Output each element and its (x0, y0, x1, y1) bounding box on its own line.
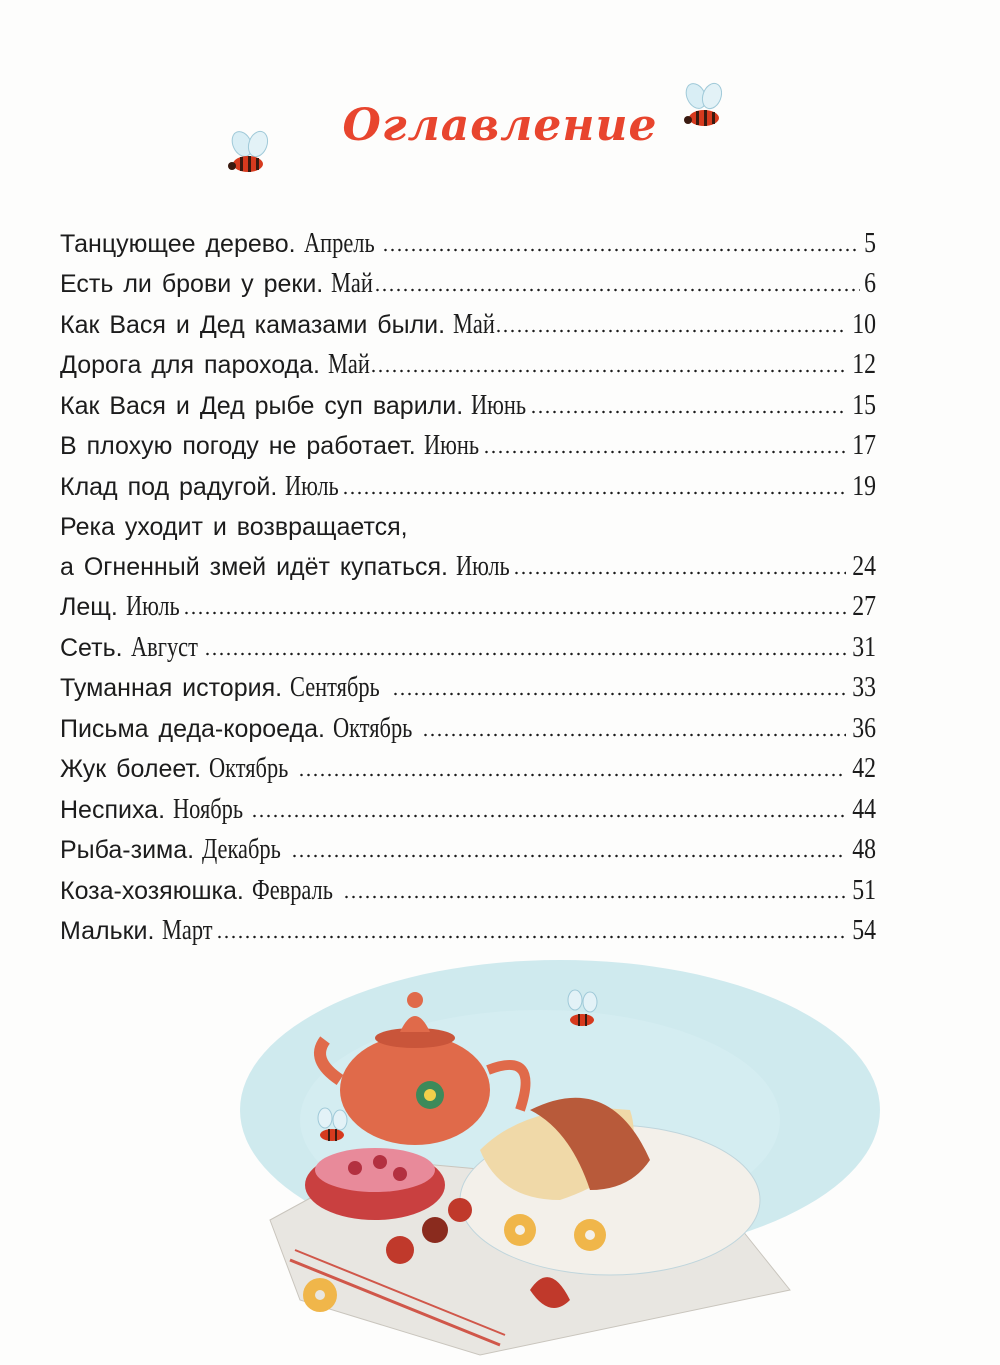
toc-entry-title: Сеть. (60, 633, 123, 662)
toc-entry-month: Июль (456, 550, 510, 582)
toc-leader-dots (422, 732, 846, 738)
toc-leader-dots (392, 691, 846, 697)
toc-entry-month: Июль (125, 591, 180, 622)
toc-entry[interactable] (60, 218, 876, 259)
toc-entry[interactable] (60, 299, 876, 340)
toc-leader-dots (374, 287, 860, 293)
toc-entry-month: Декабрь (202, 834, 281, 865)
toc-entry-page: 12 (852, 349, 876, 380)
toc-entry-title: Жук болеет. (60, 755, 202, 783)
toc-entry-title: Рыба-зима. (60, 836, 195, 864)
toc-entry[interactable] (60, 421, 876, 462)
toc-entry[interactable] (60, 461, 876, 502)
toc-entry[interactable] (60, 622, 876, 663)
toc-leader-dots (530, 409, 846, 415)
toc-leader-dots (495, 328, 846, 334)
toc-entry-month: Февраль (251, 874, 333, 906)
toc-entry-page: 33 (852, 672, 876, 703)
toc-entry-title: Клад под радугой. (60, 472, 278, 501)
toc-entry-title: Письма деда-короеда. (60, 714, 325, 743)
toc-entry-page: 24 (852, 550, 876, 582)
page-title: Оглавление (342, 100, 658, 151)
toc-leader-dots (513, 570, 846, 576)
toc-entry-page: 36 (852, 712, 876, 744)
toc-entry-title: Танцующее дерево. (60, 229, 296, 258)
toc-entry-month: Апрель (303, 227, 375, 259)
toc-entry-title: Река уходит и возвращается, (60, 512, 408, 541)
toc-entry[interactable] (60, 380, 876, 421)
toc-leader-dots (216, 934, 846, 940)
toc-entry[interactable] (60, 663, 876, 704)
toc-entry-title: Туманная история. (60, 674, 283, 702)
toc-entry-page: 15 (852, 389, 876, 421)
toc-entry-month: Май (327, 349, 370, 380)
toc-entry-title: Как Вася и Дед рыбе суп варили. (60, 391, 464, 420)
toc-entry-title: Мальки. (60, 917, 155, 945)
toc-entry[interactable] (60, 744, 876, 785)
toc-entry-page: 10 (852, 308, 876, 340)
toc-leader-dots (343, 894, 846, 900)
toc-entry-month: Март (162, 915, 214, 946)
toc-entry-month: Октябрь (209, 753, 289, 784)
toc-entry-title-line2: а Огненный змей идёт купаться. (60, 552, 449, 581)
toc-leader-dots (483, 449, 846, 455)
toc-entry-month: Август (130, 631, 198, 663)
toc-entry-page: 5 (864, 227, 876, 259)
toc-list (60, 218, 876, 946)
toc-entry[interactable] (60, 502, 876, 582)
toc-entry[interactable] (60, 865, 876, 906)
toc-leader-dots (291, 853, 846, 859)
toc-entry[interactable] (60, 582, 876, 623)
toc-leader-dots (251, 813, 846, 819)
toc-entry-month: Май (453, 308, 495, 340)
toc-entry-page: 54 (852, 915, 876, 946)
toc-leader-dots (370, 368, 846, 374)
toc-entry-month: Июнь (471, 389, 527, 421)
toc-entry-page: 42 (852, 753, 876, 784)
toc-entry[interactable] (60, 784, 876, 825)
toc-entry-page: 17 (852, 430, 876, 461)
toc-entry[interactable] (60, 259, 876, 300)
toc-entry-page: 6 (864, 268, 876, 299)
toc-entry-page: 19 (852, 470, 876, 502)
toc-entry-month: Сентябрь (290, 672, 380, 703)
toc-entry-month: Июль (285, 470, 340, 502)
toc-leader-dots (298, 772, 846, 778)
toc-leader-dots (204, 651, 846, 657)
toc-entry-page: 44 (852, 793, 876, 825)
toc-entry-title: Как Вася и Дед камазами были. (60, 310, 446, 339)
toc-entry-title: Есть ли брови у реки. (60, 270, 324, 298)
toc-leader-dots (183, 610, 846, 616)
toc-entry-title: Неспиха. (60, 795, 166, 824)
toc-entry-page: 27 (852, 591, 876, 622)
toc-entry-month: Май (331, 268, 374, 299)
toc-entry-title: Дорога для парохода. (60, 351, 320, 379)
toc-entry-title: Коза-хозяюшка. (60, 876, 244, 905)
toc-entry[interactable] (60, 825, 876, 866)
toc-entry-page: 48 (852, 834, 876, 865)
toc-entry-title: Лещ. (60, 593, 118, 621)
tea-table-illustration (230, 960, 890, 1360)
toc-entry[interactable] (60, 703, 876, 744)
toc-entry[interactable] (60, 906, 876, 947)
toc-entry[interactable] (60, 340, 876, 381)
toc-entry-month: Ноябрь (173, 793, 244, 825)
toc-leader-dots (382, 247, 860, 253)
toc-entry-title: В плохую погоду не работает. (60, 432, 416, 460)
toc-entry-page: 31 (852, 631, 876, 663)
toc-leader-dots (342, 490, 846, 496)
toc-entry-page: 51 (852, 874, 876, 906)
toc-entry-month: Октябрь (332, 712, 413, 744)
toc-entry-month: Июнь (423, 430, 479, 461)
